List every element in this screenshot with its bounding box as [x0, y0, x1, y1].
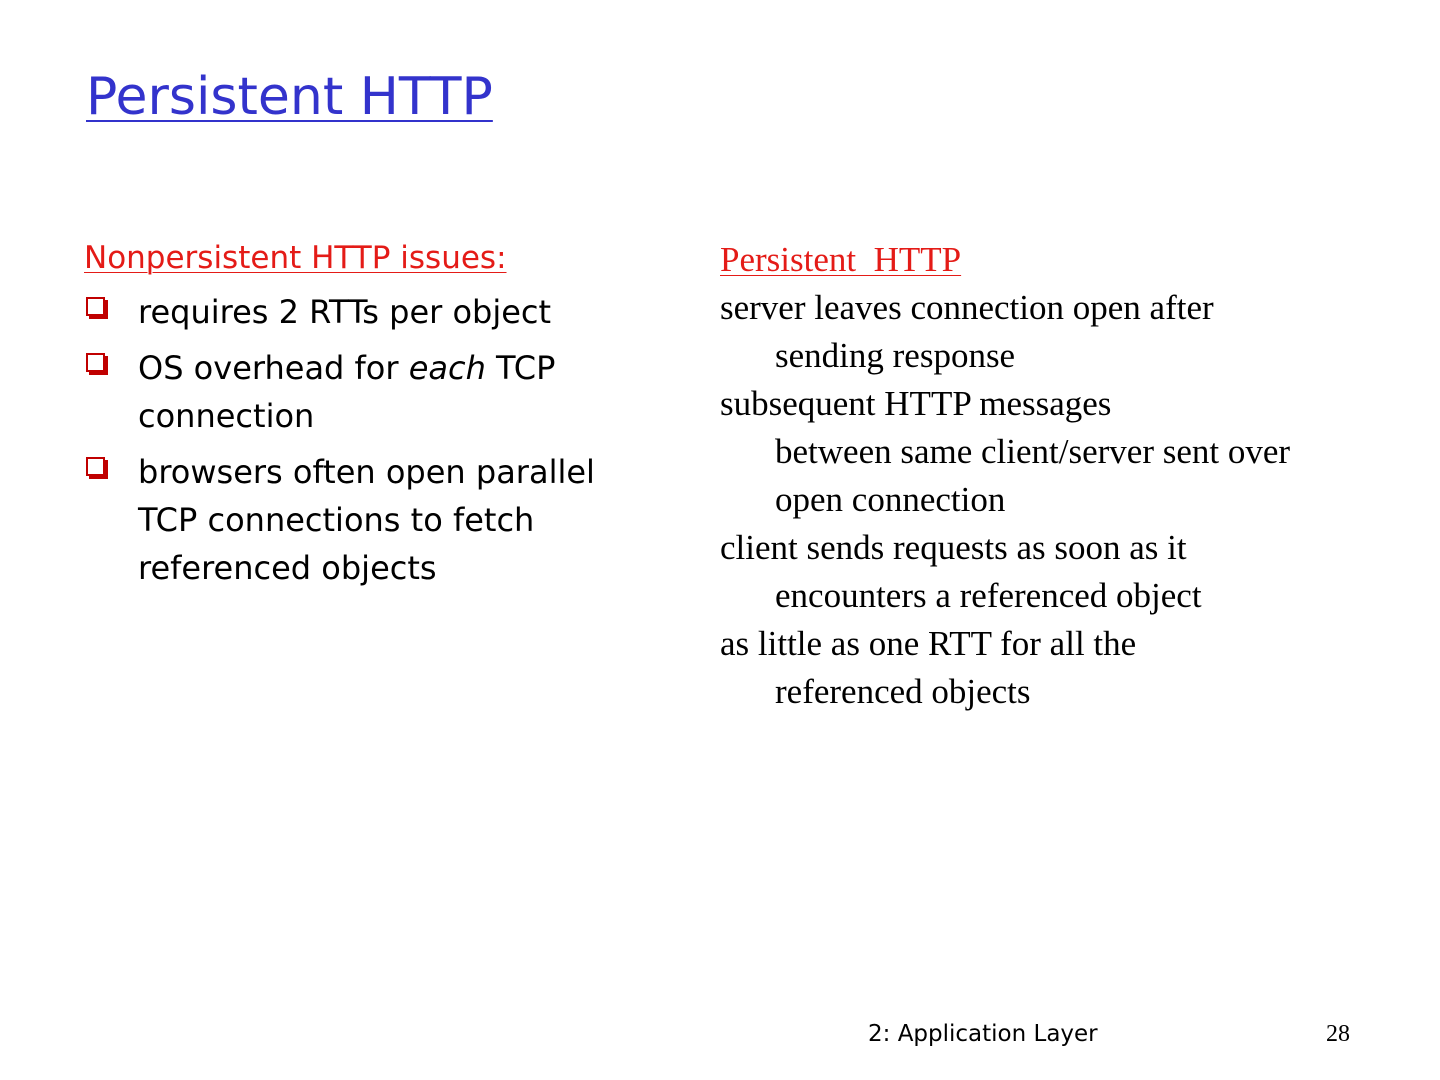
persistent-http-section — [720, 236, 1360, 716]
list-item — [84, 448, 654, 592]
point-first-line: subsequent HTTP messages — [720, 384, 1112, 423]
list-item — [84, 288, 654, 336]
point-first-line: client sends requests as soon as it — [720, 528, 1187, 567]
bullet-text: OS overhead for — [138, 349, 409, 387]
point-first-line: server leaves connection open after — [720, 288, 1214, 327]
point-item — [720, 284, 1360, 380]
nonpersistent-issues-section — [84, 236, 654, 600]
persistent-http-heading: Persistent HTTP — [720, 240, 962, 279]
point-continuation: between same client/server sent over open connection — [775, 432, 1291, 519]
bullet-emphasis: each — [408, 349, 486, 387]
point-item — [720, 380, 1360, 524]
page-number: 28 — [1326, 1021, 1350, 1047]
point-item — [720, 524, 1360, 620]
nonpersistent-issues-heading: Nonpersistent HTTP issues: — [84, 240, 507, 276]
bullet-text: browsers often open parallel TCP connections to fetch referenced objects — [138, 453, 595, 587]
point-continuation: sending response — [775, 336, 1016, 375]
square-bullet-icon — [86, 297, 105, 316]
list-item — [84, 344, 654, 440]
point-continuation: encounters a referenced object — [775, 576, 1202, 615]
footer-chapter-label: 2: Application Layer — [868, 1021, 1098, 1047]
bullet-text: requires 2 RTTs per object — [138, 293, 552, 331]
bullet-text-continued: TCP connection — [138, 349, 556, 435]
issues-list — [84, 288, 654, 592]
square-bullet-icon — [86, 457, 105, 476]
square-bullet-icon — [86, 353, 105, 372]
point-first-line: as little as one RTT for all the — [720, 624, 1137, 663]
point-item — [720, 620, 1360, 716]
point-continuation: referenced objects — [775, 672, 1031, 711]
slide-title: Persistent HTTP — [86, 67, 493, 127]
